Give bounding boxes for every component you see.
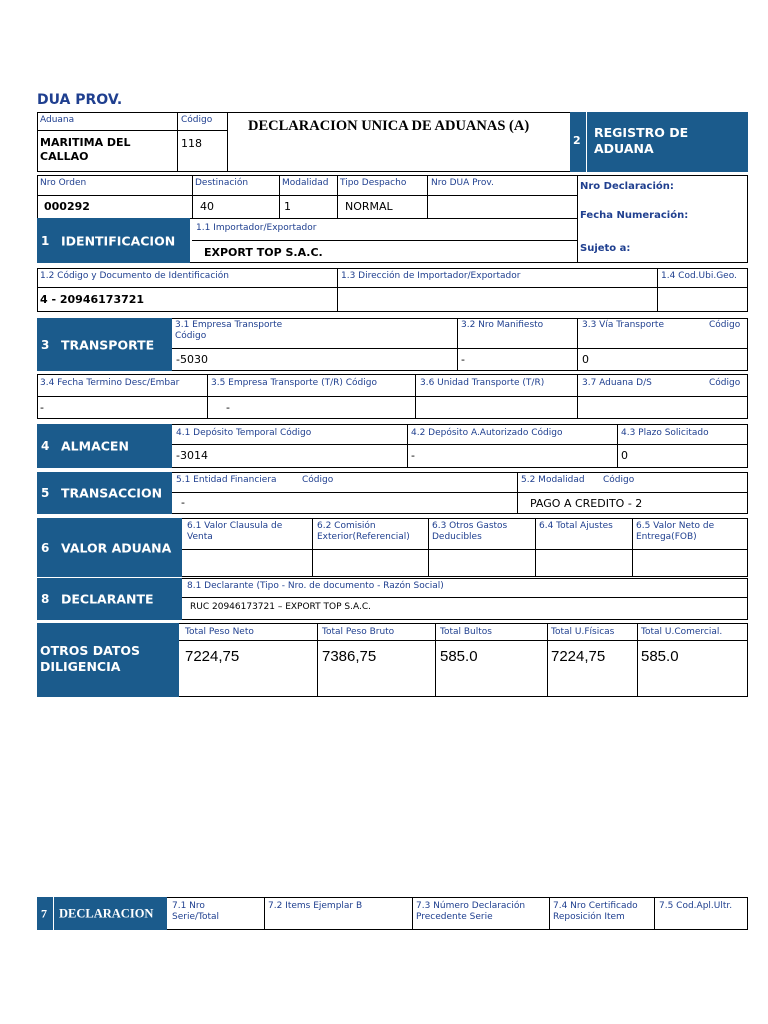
importador-value: EXPORT TOP S.A.C. xyxy=(204,246,323,259)
total-bultos-label: Total Bultos xyxy=(440,627,492,637)
section-identificacion: 1 IDENTIFICACION xyxy=(37,218,190,263)
section-declaracion: 7 DECLARACION xyxy=(37,897,167,930)
total-peso-neto-value: 7224,75 xyxy=(185,648,240,665)
nro-dua-label: Nro DUA Prov. xyxy=(431,178,494,188)
nro-orden-value: 000292 xyxy=(44,200,90,213)
ubigeo-label: 1.4 Cod.Ubi.Geo. xyxy=(661,271,737,281)
via-transporte-label: 3.3 Vía Transporte xyxy=(582,320,664,330)
items-ejemplar-label: 7.2 Items Ejemplar B xyxy=(268,901,363,911)
comision-exterior-label: 6.2 Comisión Exterior(Referencial) xyxy=(317,521,410,542)
cod-apl-ultr-label: 7.5 Cod.Apl.Ultr. xyxy=(659,901,733,911)
modalidad-value: 1 xyxy=(284,200,291,213)
aduana-value: MARITIMA DEL CALLAO xyxy=(40,136,131,163)
otros-gastos-label: 6.3 Otros Gastos Deducibles xyxy=(432,521,508,542)
aduana-label: Aduana xyxy=(40,115,75,125)
nro-certificado-label: 7.4 Nro Certificado Reposición Item xyxy=(553,901,638,922)
valor-clausula-label: 6.1 Valor Clausula de Venta xyxy=(187,521,283,542)
fecha-termino-label: 3.4 Fecha Termino Desc/Embar xyxy=(40,378,180,388)
plazo-value: 0 xyxy=(621,449,628,462)
registro-aduana-header: 2 REGISTRO DE ADUANA xyxy=(570,112,748,172)
section-transaccion: 5 TRANSACCION xyxy=(37,472,172,514)
codigo-value: 118 xyxy=(181,137,202,150)
entidad-codigo-label: Código xyxy=(302,475,334,485)
modalidad-pago-value: PAGO A CREDITO - 2 xyxy=(530,497,643,510)
aduana-ds-codigo-label: Código xyxy=(709,378,741,388)
total-ucomercial-value: 585.0 xyxy=(641,648,679,665)
numero-declaracion-precedente-label: 7.3 Número Declaración Precedente Serie xyxy=(416,901,526,922)
total-ajustes-label: 6.4 Total Ajustes xyxy=(539,521,613,531)
tipo-despacho-value: NORMAL xyxy=(345,200,393,213)
total-peso-neto-label: Total Peso Neto xyxy=(185,627,254,637)
section-otros-datos: OTROS DATOS DILIGENCIA xyxy=(37,623,179,697)
dua-prov-heading: DUA PROV. xyxy=(37,92,123,108)
valor-neto-label: 6.5 Valor Neto de Entrega(FOB) xyxy=(636,521,715,542)
codigo-label: Código xyxy=(181,115,213,125)
tipo-despacho-label: Tipo Despacho xyxy=(340,178,407,188)
total-ufisicas-label: Total U.Físicas xyxy=(551,627,615,637)
empresa-tr-label: 3.5 Empresa Transporte (T/R) Código xyxy=(211,378,377,388)
deposito-autorizado-value: - xyxy=(411,449,415,462)
total-ucomercial-label: Total U.Comercial. xyxy=(641,627,723,637)
total-ufisicas-value: 7224,75 xyxy=(551,648,606,665)
section-declarante: 8 DECLARANTE xyxy=(37,578,182,620)
aduana-ds-label: 3.7 Aduana D/S xyxy=(582,378,652,388)
sujeto-label: Sujeto a: xyxy=(580,243,631,254)
form-title: DECLARACION UNICA DE ADUANAS (A) xyxy=(248,118,530,134)
section-transporte: 3 TRANSPORTE xyxy=(37,318,172,371)
total-peso-bruto-value: 7386,75 xyxy=(322,648,377,665)
section-valor-aduana: 6 VALOR ADUANA xyxy=(37,518,182,577)
section-almacen: 4 ALMACEN xyxy=(37,424,172,468)
direccion-label: 1.3 Dirección de Importador/Exportador xyxy=(341,271,521,281)
deposito-temporal-value: -3014 xyxy=(176,449,208,462)
via-transporte-value: 0 xyxy=(582,353,589,366)
codigo-doc-value: 4 - 20946173721 xyxy=(40,293,145,306)
total-bultos-value: 585.0 xyxy=(440,648,478,665)
via-codigo-label: Código xyxy=(709,320,741,330)
modalidad-codigo-label: Código xyxy=(603,475,635,485)
modalidad-label: Modalidad xyxy=(282,178,329,188)
destinacion-value: 40 xyxy=(200,200,214,213)
nro-orden-label: Nro Orden xyxy=(40,178,87,188)
importador-label: 1.1 Importador/Exportador xyxy=(196,223,317,233)
destinacion-label: Destinación xyxy=(195,178,249,188)
empresa-transporte-value: -5030 xyxy=(176,353,208,366)
nro-declaracion-label: Nro Declaración: xyxy=(580,181,674,192)
fecha-termino-value: - xyxy=(40,401,44,414)
declarante-value: RUC 20946173721 – EXPORT TOP S.A.C. xyxy=(190,602,371,612)
unidad-transporte-label: 3.6 Unidad Transporte (T/R) xyxy=(420,378,545,388)
nro-serie-label: 7.1 Nro Serie/Total xyxy=(172,901,220,922)
manifiesto-label: 3.2 Nro Manifiesto xyxy=(461,320,544,330)
modalidad-pago-label: 5.2 Modalidad xyxy=(521,475,585,485)
declarante-label: 8.1 Declarante (Tipo - Nro. de documento - Razón Social) xyxy=(187,581,444,591)
total-peso-bruto-label: Total Peso Bruto xyxy=(322,627,395,637)
entidad-financiera-value: - xyxy=(181,496,185,509)
deposito-temporal-label: 4.1 Depósito Temporal Código xyxy=(176,428,312,438)
deposito-autorizado-label: 4.2 Depósito A.Autorizado Código xyxy=(411,428,563,438)
fecha-numeracion-label: Fecha Numeración: xyxy=(580,210,689,221)
empresa-tr-value: - xyxy=(226,401,230,414)
entidad-financiera-label: 5.1 Entidad Financiera xyxy=(176,475,277,485)
plazo-label: 4.3 Plazo Solicitado xyxy=(621,428,709,438)
codigo-doc-label: 1.2 Código y Documento de Identificación xyxy=(40,271,229,281)
manifiesto-value: - xyxy=(461,353,465,366)
empresa-transporte-label: 3.1 Empresa Transporte Código xyxy=(175,320,283,341)
